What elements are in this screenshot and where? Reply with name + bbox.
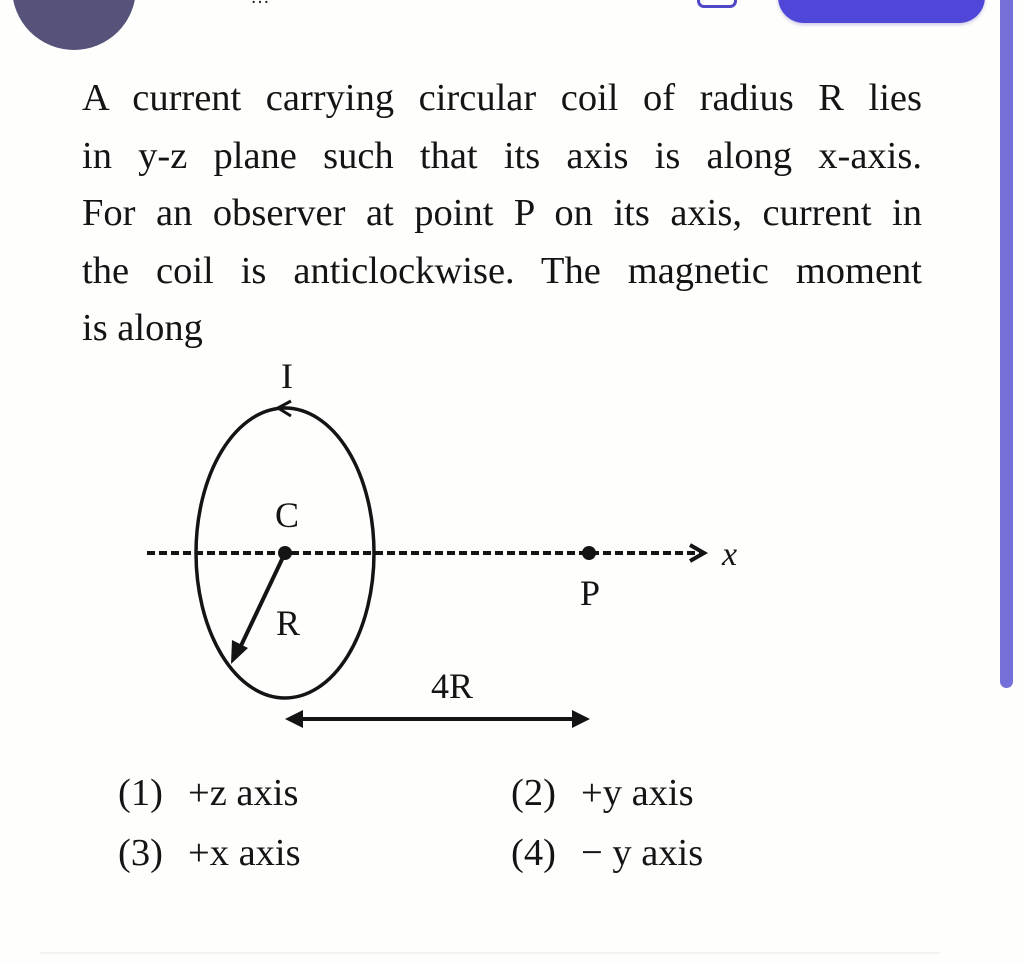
radius-label: R [275, 603, 301, 643]
option-1[interactable] [118, 763, 298, 823]
distance-left-arrowhead-icon [285, 710, 303, 728]
question-line: in y-z plane such that its axis is along x-axis. [82, 134, 922, 177]
option-2[interactable] [511, 763, 694, 823]
option-3[interactable] [118, 823, 301, 883]
option-text: − y axis [581, 832, 704, 874]
option-number: (3) [118, 832, 163, 874]
question-line: is along [82, 307, 203, 349]
question-line: For an observer at point P on its axis, current in [82, 192, 922, 234]
center-label: C [274, 495, 300, 535]
option-number: (4) [511, 832, 556, 874]
option-number: (1) [118, 772, 163, 814]
option-text: +z axis [188, 772, 299, 814]
distance-right-arrowhead-icon [572, 710, 590, 728]
distance-label: 4R [430, 666, 474, 706]
question-line: the coil is anticlockwise. The magnetic moment [82, 249, 922, 292]
x-axis-label: x [722, 536, 738, 573]
current-label: I [281, 356, 293, 396]
point-p-label: P [579, 573, 601, 613]
point-p [582, 546, 596, 560]
question-line: A current carrying circular coil of radius R lies [82, 77, 922, 119]
radius-arrowhead-icon [231, 640, 248, 664]
option-text: +y axis [581, 772, 694, 814]
option-text: +x axis [188, 832, 301, 874]
option-number: (2) [511, 772, 556, 814]
divider [40, 952, 940, 954]
option-4[interactable] [511, 823, 703, 883]
